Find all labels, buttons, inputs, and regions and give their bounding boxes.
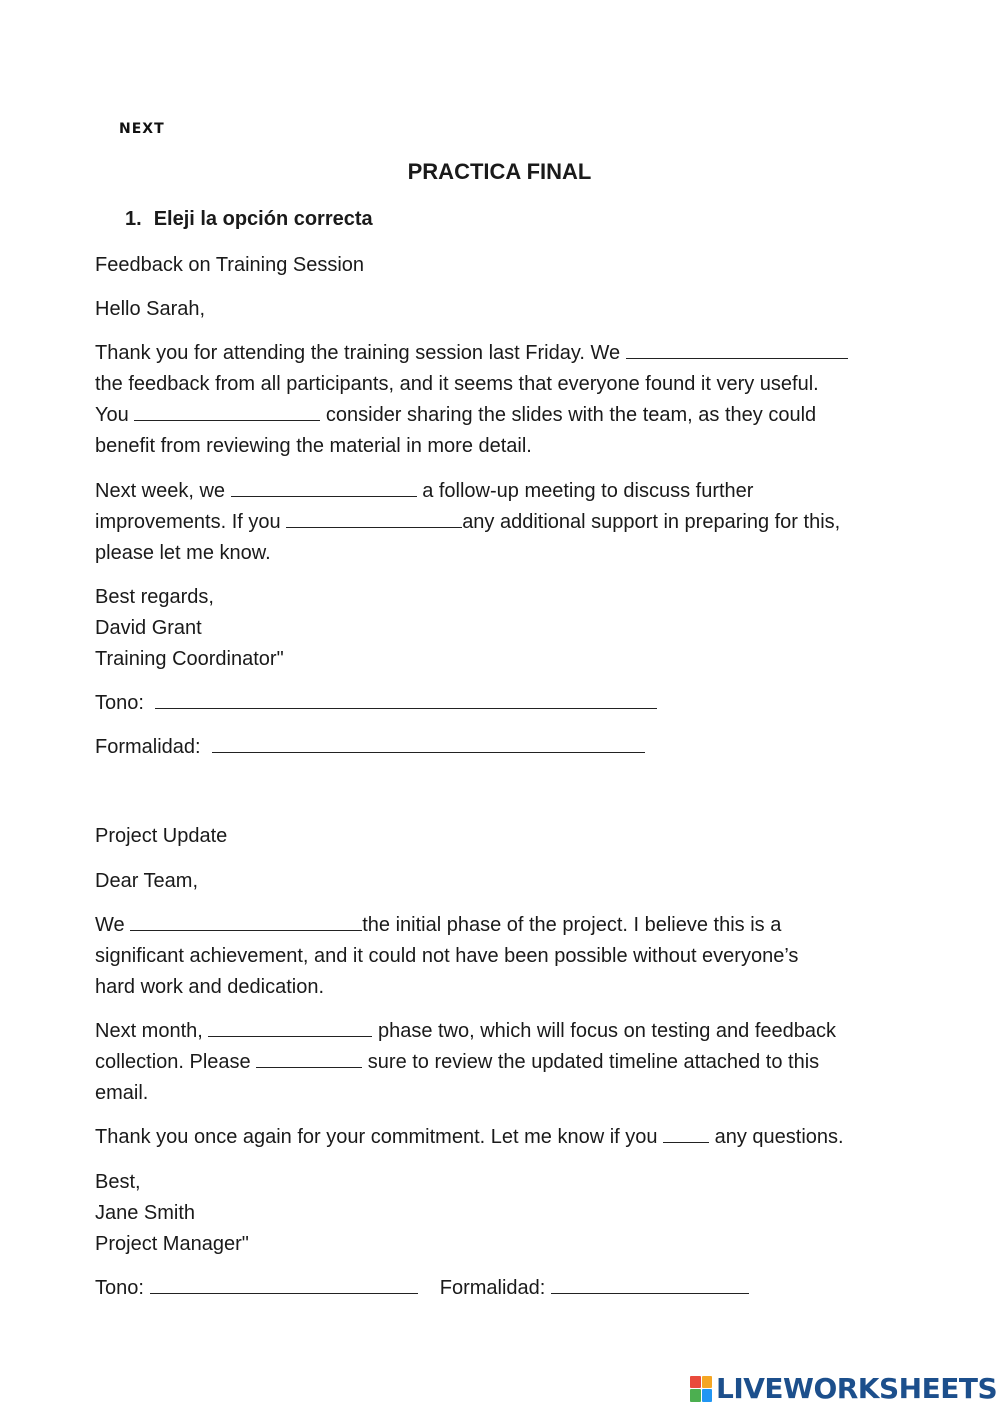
text: significant achievement, and it could not have been possible without everyone’s [95, 945, 799, 967]
letter1-formality-row [95, 732, 915, 763]
liveworksheets-icon [690, 1376, 712, 1402]
blank-input[interactable] [663, 1124, 709, 1143]
blank-input[interactable] [626, 340, 848, 359]
mark-square [690, 1389, 701, 1402]
letter2-greeting: Dear Team, [95, 870, 199, 892]
mark-square [702, 1389, 713, 1402]
formality-input[interactable] [212, 734, 645, 753]
blank-input[interactable] [130, 912, 362, 931]
formality-label: Formalidad: [95, 736, 201, 758]
text: the initial phase of the project. I believe this is a [362, 914, 782, 936]
letter2-signoff [95, 1167, 915, 1260]
text: hard work and dedication. [95, 976, 325, 998]
exercise-number: 1. [125, 208, 142, 230]
blank-input[interactable] [134, 402, 320, 421]
text: sure to review the updated timeline attached to this [367, 1051, 820, 1073]
closing: Best, [95, 1171, 141, 1193]
text: We [95, 914, 125, 936]
text: please let me know. [95, 542, 271, 564]
text: You [95, 404, 129, 426]
blank-input[interactable] [231, 478, 417, 497]
blank-input[interactable] [256, 1049, 362, 1068]
blank-input[interactable] [208, 1018, 372, 1037]
liveworksheets-logo [690, 1372, 997, 1405]
text: Next month, [95, 1020, 203, 1042]
mark-square [690, 1376, 701, 1389]
next-logo: NEXT [119, 121, 165, 137]
text: a follow-up meeting to discuss further [422, 480, 754, 502]
letter1-signoff [95, 582, 915, 675]
page-title: PRACTICA FINAL [407, 159, 592, 184]
brand-text: LIVEWORKSHEETS [716, 1372, 998, 1405]
letter2-paragraph1 [95, 910, 915, 1003]
formality-label: Formalidad: [439, 1277, 546, 1299]
text: the feedback from all participants, and it seems that everyone found it very useful. [95, 373, 819, 395]
text: any additional support in preparing for this, [462, 511, 841, 533]
exercise-heading [125, 208, 373, 231]
text: improvements. If you [95, 511, 281, 533]
tone-input[interactable] [150, 1275, 418, 1294]
tone-input[interactable] [155, 690, 657, 709]
text: collection. Please [95, 1051, 251, 1073]
letter1-tone-row [95, 688, 915, 719]
text: benefit from reviewing the material in more detail. [95, 435, 532, 457]
text: email. [95, 1082, 149, 1104]
text: Thank you for attending the training session last Friday. We [95, 342, 621, 364]
letter1-paragraph2 [95, 476, 915, 569]
exercise-instruction: Eleji la opción correcta [153, 208, 373, 230]
closing: Best regards, [95, 586, 214, 608]
text: phase two, which will focus on testing and feedback [377, 1020, 836, 1042]
text: Next week, we [95, 480, 226, 502]
text: any questions. [714, 1126, 844, 1148]
text: Thank you once again for your commitment. Let me know if you [95, 1126, 658, 1148]
text: consider sharing the slides with the team, as they could [325, 404, 817, 426]
tone-label: Tono: [95, 1277, 144, 1299]
letter2-subject: Project Update [95, 825, 228, 847]
letter1-subject: Feedback on Training Session [95, 254, 365, 276]
letter2-tone-formality-row [95, 1273, 915, 1304]
tone-label: Tono: [95, 692, 144, 714]
letter1-paragraph1 [95, 338, 915, 462]
blank-input[interactable] [286, 509, 462, 528]
letter1-greeting: Hello Sarah, [95, 298, 206, 320]
signature-name: David Grant [95, 617, 202, 639]
formality-input[interactable] [551, 1275, 749, 1294]
letter2-paragraph2 [95, 1016, 915, 1109]
signature-name: Jane Smith [95, 1202, 196, 1224]
letter2-paragraph3 [95, 1122, 915, 1153]
mark-square [702, 1376, 713, 1389]
signature-role: Training Coordinator" [95, 648, 284, 670]
signature-role: Project Manager" [95, 1233, 249, 1255]
